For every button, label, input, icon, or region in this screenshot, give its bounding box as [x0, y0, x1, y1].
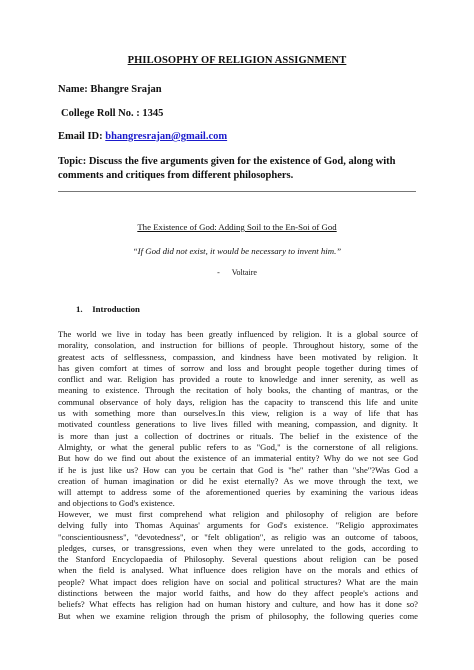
- assignment-topic: Topic: Discuss the five arguments given for the existence of God, along with comments and critiques from different philosophers.: [58, 156, 396, 181]
- document-title: PHILOSOPHY OF RELIGION ASSIGNMENT: [127, 55, 347, 66]
- paragraph-line: the Stanford Encyclopaedia of Philosophy. Several questions about religion can be posed: [58, 554, 418, 565]
- horizontal-divider: [58, 191, 416, 192]
- paragraph-line: communal observance of holy days, religion has the capacity to transcend this life and unite: [58, 396, 418, 407]
- paragraph-line: creation of human imagination or did he exist eternally? As we move through the text, we: [58, 475, 418, 486]
- paragraph-line: will attempt to address some of the aforementioned queries by examining the various ideas: [58, 487, 418, 498]
- paragraph-line: people? What impact does religion have on social and political structures? What are the main: [58, 576, 418, 587]
- paragraph-line: when the field is analysed. What influence does religion have on the morals and ethics of: [58, 565, 418, 576]
- paragraph-line: meaning to existence. Through the recitation of holy books, the chanting of mantras, or the: [58, 385, 418, 396]
- paragraph-line: motivated countless generations to live lives filled with meaning, compassion, and dignity. It: [58, 419, 418, 430]
- paragraph-line: But how do we find out about the existence of an immaterial entity? Why do we not see God: [58, 453, 418, 464]
- paragraph-line: morality, consolation, and instruction for billions of people. Throughout history, some of the: [58, 340, 418, 351]
- paragraph-line: beliefs? What effects has religion had on human history and culture, and how has it done so?: [58, 599, 418, 610]
- paragraph-line: But when we examine religion through the prism of philosophy, the following queries come: [58, 610, 418, 621]
- paragraph-line: is more than just a collection of doctrines or rituals. The belief in the existence of the: [58, 430, 418, 441]
- student-name: Name: Bhangre Srajan: [58, 84, 162, 95]
- epigraph-quote: “If God did not exist, it would be necessary to invent him.”: [132, 246, 342, 256]
- attribution-dash: -: [217, 268, 220, 277]
- section-title: Introduction: [92, 304, 140, 314]
- email-label: Email ID:: [58, 131, 106, 142]
- paragraph-line: has given comfort at times of sorrow and loss and brought people together during times of: [58, 362, 418, 373]
- paragraph-line: and objections to God's existence.: [58, 498, 175, 509]
- attribution-name: Voltaire: [231, 268, 257, 277]
- email-line: [58, 131, 227, 142]
- paragraph-line: conflict and war. Religion has provided a route to knowledge and inner serenity, as well as: [58, 374, 418, 385]
- college-roll-number: College Roll No. : 1345: [61, 108, 164, 119]
- paragraph-line: However, we must first comprehend what religion and philosophy of religion are before: [58, 509, 418, 519]
- essay-subtitle: The Existence of God: Adding Soil to the En-Soi of God: [137, 222, 337, 232]
- quote-attribution: [0, 268, 474, 277]
- paragraph-line: The world we live in today has been greatly influenced by religion. It is a global source of: [58, 329, 418, 339]
- paragraph-line: "conscientiousness", "devotedness", or "felt obligation", as religio was an outcome of taboos,: [58, 531, 418, 542]
- email-link[interactable]: bhangresrajan@gmail.com: [105, 131, 228, 142]
- paragraph-line: greatest acts of selflessness, compassion, and kindness have been motivated by religion. It: [58, 351, 418, 362]
- paragraph-2: [58, 509, 418, 622]
- paragraph-line: delving fully into Thomas Aquinas' arguments for God's existence. "Religio approximates: [58, 520, 418, 531]
- paragraph-line: if he is just like us? How can you be certain that God is "he" rather than "she"?Was God a: [58, 464, 418, 475]
- paragraph-line: Almighty, or what the general public refers to as "God," is the cornerstone of all religions.: [58, 441, 418, 452]
- paragraph-line: pledges, curses, or transgressions, even when they were unrelated to the gods, according to: [58, 542, 418, 553]
- section-heading-introduction: [76, 304, 140, 314]
- paragraph-1: [58, 329, 418, 510]
- paragraph-line: distinctions between the major world faiths, and how do they affect people's actions and: [58, 588, 418, 599]
- paragraph-line: us with something more than ourselves.In this view, religion is a way of life that has: [58, 408, 418, 419]
- section-number: 1.: [76, 304, 83, 314]
